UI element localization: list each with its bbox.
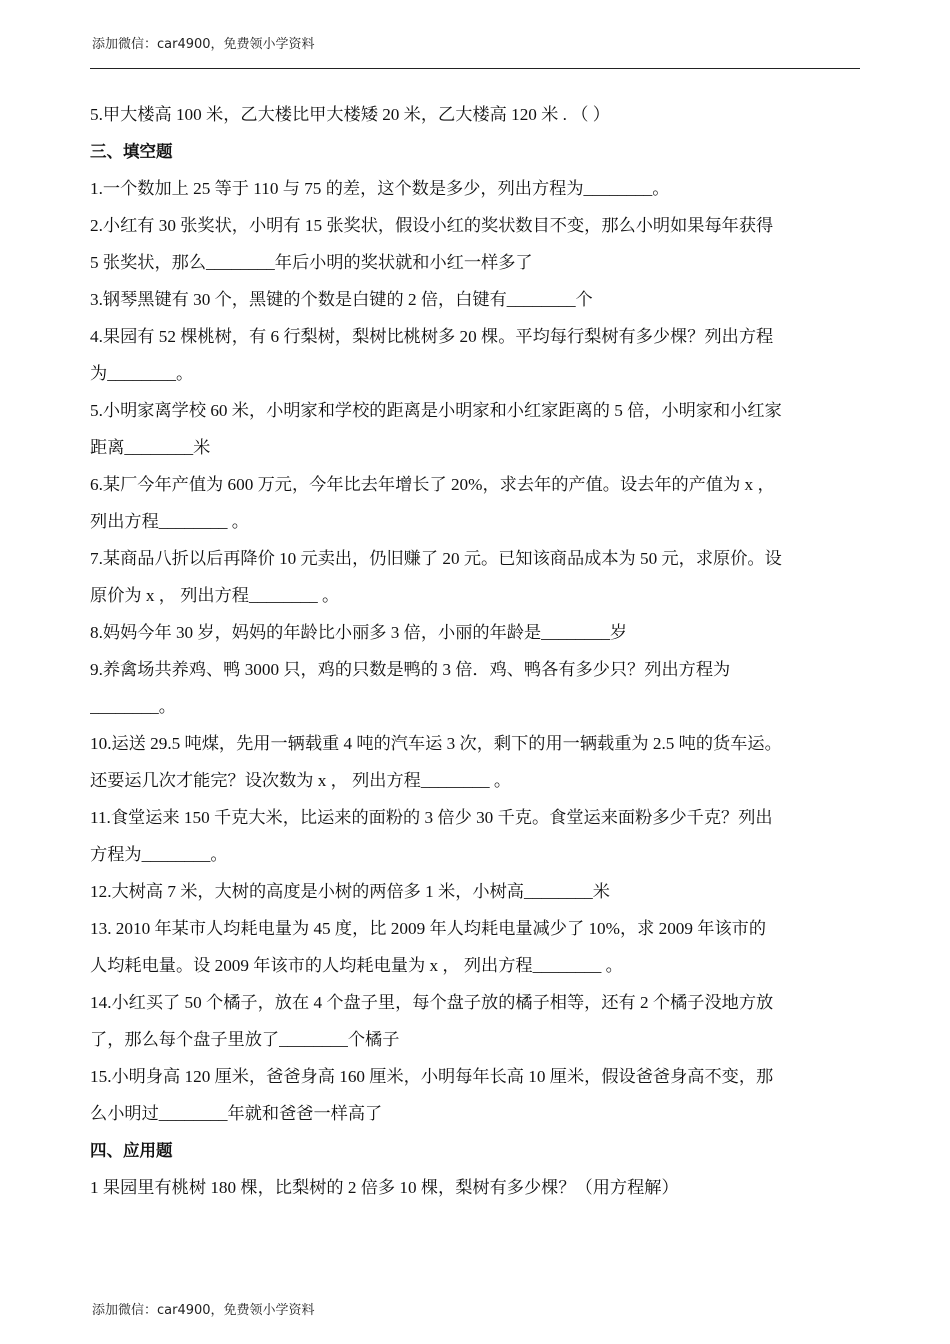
- text-line: 列出方程________ 。: [90, 512, 249, 531]
- page-header: 添加微信：car4900，免费领小学资料: [92, 37, 315, 52]
- text-line: 13. 2010 年某市人均耗电量为 45 度，比 2009 年人均耗电量减少了 10%，求 2009 年该市的: [90, 919, 767, 938]
- page-footer: 添加微信：car4900，免费领小学资料: [92, 1303, 315, 1318]
- text-line: 6.某厂今年产值为 600 万元，今年比去年增长了 20%，求去年的产值。设去年的产值为 x ，: [90, 475, 775, 494]
- text-line: 1 果园里有桃树 180 棵，比梨树的 2 倍多 10 棵，梨树有多少棵？（用方程解）: [90, 1178, 679, 1197]
- text-line: 还要运几次才能完？设次数为 x ， 列出方程________ 。: [90, 771, 512, 790]
- section-heading: 四、应用题: [90, 1141, 173, 1160]
- text-line: 15.小明身高 120 厘米，爸爸身高 160 厘米，小明每年长高 10 厘米，假设爸爸身高不变，那: [90, 1067, 774, 1086]
- section-heading: 三、填空题: [90, 142, 173, 161]
- text-line: 原价为 x ， 列出方程________ 。: [90, 586, 340, 605]
- text-line: 3.钢琴黑键有 30 个，黑键的个数是白键的 2 倍，白键有________个: [90, 290, 593, 309]
- document-body: [90, 96, 860, 1206]
- text-line: 14.小红买了 50 个橘子，放在 4 个盘子里，每个盘子放的橘子相等，还有 2 个橘子没地方放: [90, 993, 774, 1012]
- text-line: 么小明过________年就和爸爸一样高了: [90, 1104, 383, 1123]
- text-line: 距离________米: [90, 438, 211, 457]
- text-line: 7.某商品八折以后再降价 10 元卖出，仍旧赚了 20 元。已知该商品成本为 50 元，求原价。设: [90, 549, 782, 568]
- text-line: 5 张奖状，那么________年后小明的奖状就和小红一样多了: [90, 253, 533, 272]
- text-line: 人均耗电量。设 2009 年该市的人均耗电量为 x ， 列出方程________ 。: [90, 956, 623, 975]
- header-rule: [90, 68, 860, 69]
- text-line: ________。: [90, 697, 176, 716]
- text-line: 5.甲大楼高 100 米，乙大楼比甲大楼矮 20 米，乙大楼高 120 米 . （ ）: [90, 105, 610, 124]
- text-line: 9.养禽场共养鸡、鸭 3000 只，鸡的只数是鸭的 3 倍．鸡、鸭各有多少只？列出方程为: [90, 660, 731, 679]
- text-line: 1.一个数加上 25 等于 110 与 75 的差，这个数是多少，列出方程为________。: [90, 179, 670, 198]
- text-line: 为________。: [90, 364, 194, 383]
- text-line: 4.果园有 52 棵桃树，有 6 行梨树，梨树比桃树多 20 棵。平均每行梨树有多少棵？列出方程: [90, 327, 774, 346]
- text-line: 5.小明家离学校 60 米，小明家和学校的距离是小明家和小红家距离的 5 倍，小明家和小红家: [90, 401, 782, 420]
- text-line: 方程为________。: [90, 845, 228, 864]
- text-line: 12.大树高 7 米，大树的高度是小树的两倍多 1 米，小树高________米: [90, 882, 610, 901]
- text-line: 2.小红有 30 张奖状，小明有 15 张奖状，假设小红的奖状数目不变，那么小明如果每年获得: [90, 216, 774, 235]
- text-line: 10.运送 29.5 吨煤，先用一辆载重 4 吨的汽车运 3 次，剩下的用一辆载重为 2.5 吨的货车运。: [90, 734, 782, 753]
- text-line: 11.食堂运来 150 千克大米，比运来的面粉的 3 倍少 30 千克。食堂运来面粉多少千克？列出: [90, 808, 773, 827]
- text-line: 了，那么每个盘子里放了________个橘子: [90, 1030, 400, 1049]
- text-line: 8.妈妈今年 30 岁，妈妈的年龄比小丽多 3 倍，小丽的年龄是________岁: [90, 623, 628, 642]
